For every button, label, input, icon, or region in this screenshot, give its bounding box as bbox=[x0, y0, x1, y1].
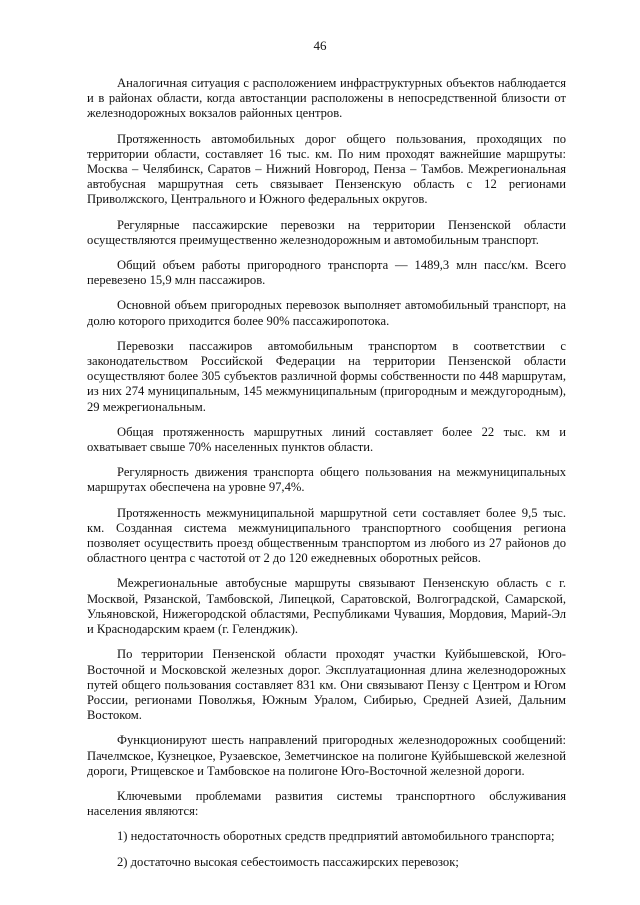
paragraph: Межрегиональные автобусные маршруты связывают Пензенскую область с г. Москвой, Рязанской, Тамбовской, Липецкой, Саратовской, Волгоградской, Самарской, Ульяновской, Нижегородской областями, Республиками Чувашия, Мордовия, Марий-Эл и Краснодарским краем (г. Геленджик). bbox=[87, 576, 566, 637]
paragraph: Аналогичная ситуация с расположением инфраструктурных объектов наблюдается и в районах области, когда автостанции расположены в непосредственной близости от железнодорожных вокзалов районных центров. bbox=[87, 76, 566, 121]
paragraph: Общий объем работы пригородного транспорта — 1489,3 млн пасс/км. Всего перевезено 15,9 млн пассажиров. bbox=[87, 258, 566, 288]
list-item: 2) достаточно высокая себестоимость пассажирских перевозок; bbox=[117, 854, 459, 869]
paragraph: Ключевыми проблемами развития системы транспортного обслуживания населения являются: bbox=[87, 788, 566, 819]
paragraph: Протяженность межмуниципальной маршрутной сети составляет более 9,5 тыс. км. Созданная система межмуниципального транспортного сообщения региона позволяет осуществить проезд общественным транспортом из любого из 27 районов до областного центра с частотой от 2 до 120 ежедневных оборотных рейсов. bbox=[87, 505, 566, 566]
document-body bbox=[87, 76, 566, 870]
paragraph: Регулярность движения транспорта общего пользования на межмуниципальных маршрутах обеспечена на уровне 97,4%. bbox=[87, 465, 566, 495]
paragraph: По территории Пензенской области проходят участки Куйбышевской, Юго-Восточной и Московской железных дорог. Эксплуатационная длина железнодорожных путей общего пользования составляет 831 км. Они связывают Пензу с Центром и Югом России, регионами Поволжья, Южным Уралом, Сибирью, Средней Азией, Дальним Востоком. bbox=[87, 647, 566, 723]
paragraph: Перевозки пассажиров автомобильным транспортом в соответствии с законодательством Российской Федерации на территории Пензенской области осуществляют более 305 субъектов различной формы собственности по 448 маршрутам, из них 274 муниципальным, 145 межмуниципальным (пригородным и междугородным), 29 межрегиональным. bbox=[87, 338, 566, 414]
paragraph: Регулярные пассажирские перевозки на территории Пензенской области осуществляются преимущественно железнодорожным и автомобильным транспорт. bbox=[87, 217, 566, 247]
list-item: 1) недостаточность оборотных средств предприятий автомобильного транспорта; bbox=[117, 829, 555, 844]
paragraph: Функционируют шесть направлений пригородных железнодорожных сообщений: Пачелмское, Кузнецкое, Рузаевское, Земетчинское на полигоне Куйбышевской железной дороги, Ртищевское и Тамбовское на полигоне Юго-Восточной железной дороги. bbox=[87, 733, 566, 778]
paragraph: Общая протяженность маршрутных линий составляет более 22 тыс. км и охватывает свыше 70% населенных пунктов области. bbox=[87, 424, 566, 455]
paragraph: Основной объем пригородных перевозок выполняет автомобильный транспорт, на долю которого приходится более 90% пассажиропотока. bbox=[87, 298, 566, 328]
paragraph: Протяженность автомобильных дорог общего пользования, проходящих по территории области, составляет 16 тыс. км. По ним проходят важнейшие маршруты: Москва – Челябинск, Саратов – Нижний Новгород, Пенза – Тамбов. Межрегиональная автобусная маршрутная сеть связывает Пензенскую область с 12 регионами Приволжского, Центрального и Южного федеральных округов. bbox=[87, 131, 566, 207]
page-number: 46 bbox=[313, 38, 327, 53]
